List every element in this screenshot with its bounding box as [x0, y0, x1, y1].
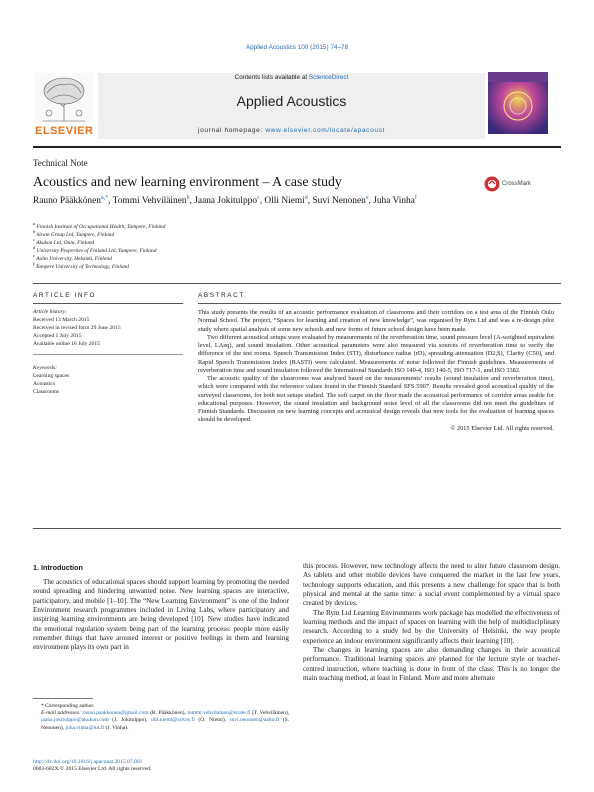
footnote-rule — [33, 698, 93, 699]
author-name[interactable]: Juha Vinha — [373, 196, 415, 207]
footer — [33, 759, 151, 774]
sciencedirect-link[interactable]: ScienceDirect — [308, 74, 349, 81]
affiliation: $^c$ Akukon Ltd, Oulu, Finland — [33, 237, 95, 246]
author-name[interactable]: Tommi Vehviläinen — [112, 196, 187, 207]
history-label: Article history: — [33, 309, 68, 315]
journal-title: Applied Acoustics — [236, 93, 347, 109]
abstract-copyright: © 2015 Elsevier Ltd. All rights reserved. — [450, 424, 554, 432]
history-item: Received 13 March 2015 — [33, 317, 90, 323]
affiliation: $^d$ University Properties of Finland Ltd, Tampere, Finland — [33, 245, 157, 254]
homepage-link[interactable]: www.elsevier.com/locate/apacoust — [265, 127, 385, 134]
article-type: Technical Note — [33, 158, 88, 168]
journal-reference[interactable]: Applied Acoustics 100 (2015) 74–78 — [245, 44, 349, 51]
crossmark-label[interactable]: CrossMark — [502, 181, 532, 187]
crossmark-icon[interactable] — [484, 176, 500, 192]
body-paragraph: this process. However, new technology affects the need to alter future classroom design. As tablets and other mobile devices have conquered the market in the last few years, technology supports education, and this presents a new challenge for space that is both physical and mental at the same time: a social event complemented by a virtual space created by devices. — [303, 562, 560, 608]
info-divider — [33, 354, 183, 355]
section-heading-introduction: 1. Introduction — [33, 563, 83, 572]
elsevier-tree-logo — [35, 73, 93, 123]
footnote — [33, 703, 289, 732]
doi-link[interactable]: http://dx.doi.org/10.1016/j.apacoust.2015.07.001 — [33, 759, 143, 765]
abstract-heading: ABSTRACT — [198, 292, 245, 299]
abstract-body — [198, 309, 554, 433]
email-addresses: E-mail addresses: rauno.paakkonen@gmail.com (R. Pääkkönen), tommi.vehvilainen@sirate.fi (T. Vehviläinen), jaana.jokitulppo@akukon.com (J. Jokitulppo), olli.niemi@sykoy.fi (O. Niemi), suvi.nenonen@aalto.fi (S. Nenonen), juha.vinha@tut.fi (J. Vinha). — [41, 710, 290, 731]
body-paragraph: The changes in learning spaces are also demanding changes in their acoustical performance. Traditional learning spaces are planned for the lecture style or teacher-centred instruction, where teaching is done in front of the class. This is no longer the main teaching method, at least in Finland. More and more alternate — [303, 646, 560, 683]
email-link[interactable]: tommi.vehvilainen@sirate.fi — [187, 710, 251, 717]
journal-homepage: journal homepage: www.elsevier.com/locate/apacoust — [198, 127, 385, 134]
history-item: Accepted 1 July 2015 — [33, 333, 82, 339]
email-link[interactable]: suvi.nenonen@aalto.fi — [229, 717, 280, 724]
abstract-paragraph: Two different acoustical setups were evaluated by measurements of the reverberation time, sound pressure level (A-weighted equivalent level, LAeq), and sound insulation. Other acoustical parameters were also measured via sources of reverberation time to verify the difference of the test rooms. Speech Transmission Index (STI), disturbance radius (rD), spreading attenuation (D2,S), Clarity (C50), and Rapid Speech Transmission Index (RASTI) were calculated. Measurements of noise followed the Finnish guidelines. Measurements of reverberation time and sound insulation followed the International Standards ISO 140-4, ISO 140-5, ISO 717-1, and ISO 3382. — [198, 333, 554, 374]
intro-right-column — [303, 562, 560, 683]
contents-line: Contents lists available at ScienceDirect — [234, 74, 349, 81]
article-info-heading: ARTICLE INFO — [33, 292, 97, 299]
abstract-end-rule — [33, 528, 561, 529]
keyword: Classrooms — [33, 389, 60, 395]
affiliation-rule — [33, 283, 561, 284]
email-link[interactable]: juha.vinha@tut.fi — [65, 724, 105, 731]
issn-copyright: 0003-682X/© 2015 Elsevier Ltd. All rights reserved. — [33, 766, 152, 773]
masthead-rule — [33, 146, 561, 148]
email-link[interactable]: rauno.paakkonen@gmail.com — [82, 710, 149, 717]
intro-left-column — [33, 578, 289, 653]
article-title: Acoustics and new learning environment – A case study — [33, 174, 342, 189]
affiliation: $^f$ Tampere University of Technology, Finland — [33, 261, 129, 270]
history-item: Received in revised form 29 June 2015 — [33, 325, 121, 331]
abstract-rule — [198, 303, 561, 304]
affiliation: $^a$ Finnish Institute of Occupational Health, Tampere, Finland — [33, 221, 166, 230]
abstract-paragraph: This study presents the results of an acoustic performance evaluation of classrooms and their corridors on a test area of the Finnish Oulu Normal School. The project, “Spaces for learning and creation of new knowledge”, was organised by Rym Ltd and was a re-design pilot study where spatial analysis of some new schools and new forms of future school design have been made. — [198, 309, 554, 333]
keywords-label: Keywords: — [33, 365, 58, 371]
elsevier-wordmark: ELSEVIER — [35, 125, 94, 137]
journal-cover-image — [488, 72, 548, 134]
author-name[interactable]: Jaana Jokitulppo — [194, 196, 258, 207]
info-rule — [33, 303, 183, 304]
author-name[interactable]: Suvi Nenonen — [312, 196, 366, 207]
body-paragraph: The Rym Ltd Learning Environments work package has modelled the effectiveness of learning methods and the impact of spaces on learning with the help of multidisciplinary research. According to a study led by the University of Helsinki, the way people experience an indoor environment significantly affects their learning [10]. — [303, 608, 560, 645]
author-list: Rauno Pääkkönen$^{a,*}$, Tommi Vehviläinen$^b$, Jaana Jokitulppo$^c$, Olli Niemi$^d$, Suvi Nenonen$^e$, Juha Vinha$^f$ — [33, 195, 417, 207]
affiliation: $^b$ Sirate Group Ltd, Tampere, Finland — [33, 229, 115, 238]
keyword: Acoustics — [33, 381, 56, 387]
corresponding-author-note: * Corresponding author. — [41, 703, 95, 709]
abstract-paragraph: The acoustic quality of the classrooms was analysed based on the measurements’ results (sound insulation and reverberation time), which were compared with the reference values found in the Finnish Standard SFS 5907. Results revealed good acoustical quality of the surveyed classrooms, for both test setups studied. The soft carpet on the floor made the acoustical performance of corridor areas usable for educational purposes. However, the sound insulation and background noise level of all the classrooms did not meet the guidelines of Finnish Standards. Discussion on new learning concepts and acoustical design reveals that new tools for the evaluation of learning spaces should be developed. — [198, 375, 554, 424]
author-name[interactable]: Rauno Pääkkönen — [33, 196, 101, 207]
keyword: Learning spaces — [33, 373, 70, 379]
email-link[interactable]: olli.niemi@sykoy.fi — [151, 717, 195, 724]
author-name[interactable]: Olli Niemi — [264, 196, 305, 207]
email-link[interactable]: jaana.jokitulppo@akukon.com — [41, 717, 109, 724]
history-item: Available online 16 July 2015 — [33, 341, 101, 347]
affiliation: $^e$ Aalto University, Helsinki, Finland — [33, 253, 112, 262]
body-paragraph: The acoustics of educational spaces should support learning by promoting the needed sound spreading and hindering unwanted noise. New learning spaces are interactive, participatory, and mobile [1–10]. The “New Learning Environment” is one of the Indoor Environment research programmes included in Living Labs, where participatory and inspiring learning environments are being developed [10]. New studies have indicated the emotional regulation system being part of the learning process: people more easily remember things that have aroused interest or positive feelings in them and learning environment plays its own part in — [33, 578, 289, 652]
